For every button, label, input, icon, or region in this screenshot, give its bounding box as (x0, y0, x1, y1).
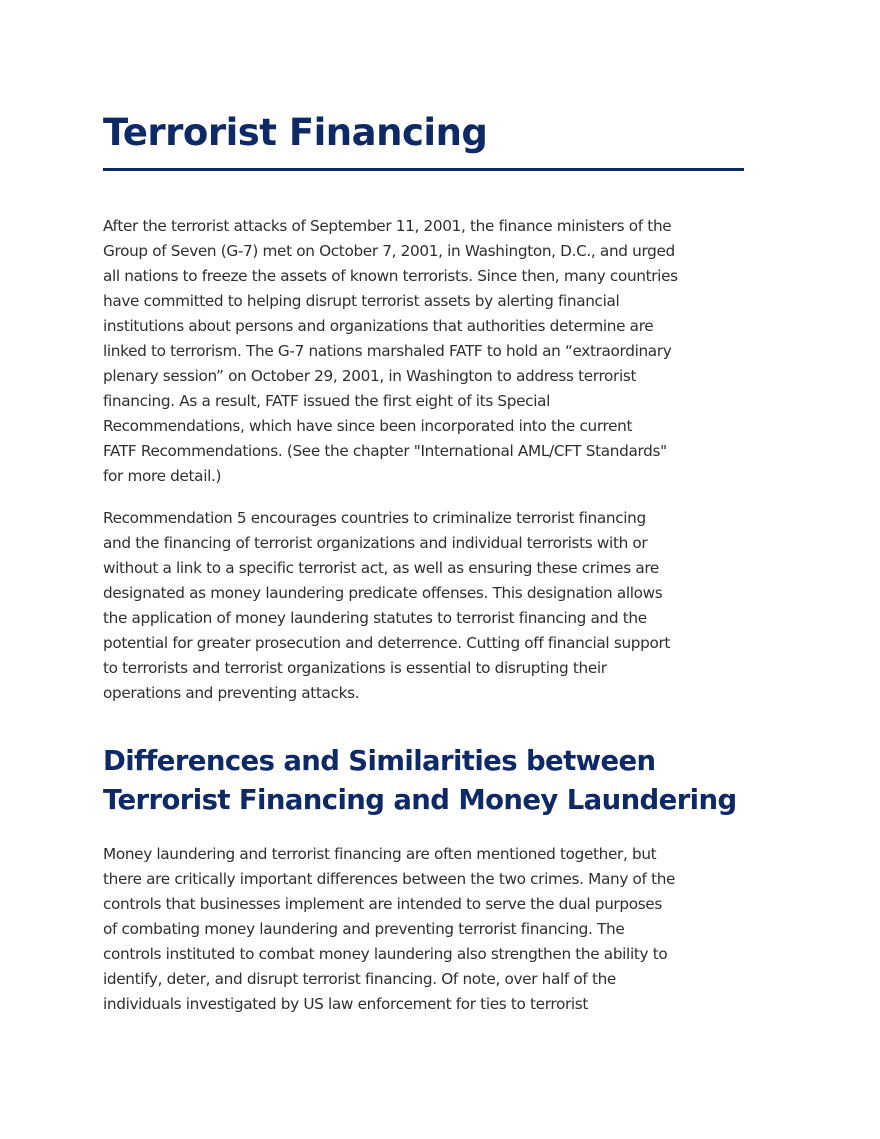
paragraph-line: Money laundering and terrorist financing are often mentioned together, but (103, 845, 657, 863)
paragraph-line: of combating money laundering and preventing terrorist financing. The (103, 920, 625, 938)
paragraph-line: FATF Recommendations. (See the chapter "International AML/CFT Standards" (103, 442, 667, 460)
paragraph-line: all nations to freeze the assets of known terrorists. Since then, many countries (103, 267, 678, 285)
paragraph-line: institutions about persons and organizations that authorities determine are (103, 317, 654, 335)
paragraph-line: to terrorists and terrorist organizations is essential to disrupting their (103, 659, 607, 677)
paragraph-line: and the financing of terrorist organizations and individual terrorists with or (103, 534, 648, 552)
paragraph-recommendation-5 (103, 506, 753, 706)
paragraph-line: financing. As a result, FATF issued the first eight of its Special (103, 392, 551, 410)
paragraph-line: operations and preventing attacks. (103, 684, 360, 702)
paragraph-line: individuals investigated by US law enforcement for ties to terrorist (103, 995, 589, 1013)
paragraph-line: linked to terrorism. The G-7 nations marshaled FATF to hold an “extraordinary (103, 342, 672, 360)
paragraph-line: there are critically important differences between the two crimes. Many of the (103, 870, 676, 888)
paragraph-line: controls that businesses implement are intended to serve the dual purposes (103, 895, 662, 913)
paragraph-g7-response (103, 214, 753, 489)
paragraph-line: the application of money laundering statutes to terrorist financing and the (103, 609, 647, 627)
paragraph-line: for more detail.) (103, 467, 222, 485)
title-divider (103, 168, 744, 171)
section-heading-line: Differences and Similarities between (103, 745, 656, 777)
paragraph-line: have committed to helping disrupt terrorist assets by alerting financial (103, 292, 620, 310)
paragraph-line: plenary session” on October 29, 2001, in Washington to address terrorist (103, 367, 637, 385)
page-title: Terrorist Financing (103, 111, 488, 154)
section-heading-line: Terrorist Financing and Money Laundering (103, 784, 737, 816)
paragraph-differences (103, 842, 753, 1017)
section-heading (103, 742, 737, 820)
paragraph-line: Recommendation 5 encourages countries to criminalize terrorist financing (103, 509, 646, 527)
paragraph-line: potential for greater prosecution and deterrence. Cutting off financial support (103, 634, 671, 652)
paragraph-line: without a link to a specific terrorist act, as well as ensuring these crimes are (103, 559, 659, 577)
paragraph-line: Group of Seven (G-7) met on October 7, 2001, in Washington, D.C., and urged (103, 242, 675, 260)
paragraph-line: identify, deter, and disrupt terrorist financing. Of note, over half of the (103, 970, 616, 988)
paragraph-line: designated as money laundering predicate offenses. This designation allows (103, 584, 663, 602)
paragraph-line: After the terrorist attacks of September 11, 2001, the finance ministers of the (103, 217, 672, 235)
paragraph-line: controls instituted to combat money laundering also strengthen the ability to (103, 945, 668, 963)
paragraph-line: Recommendations, which have since been incorporated into the current (103, 417, 633, 435)
